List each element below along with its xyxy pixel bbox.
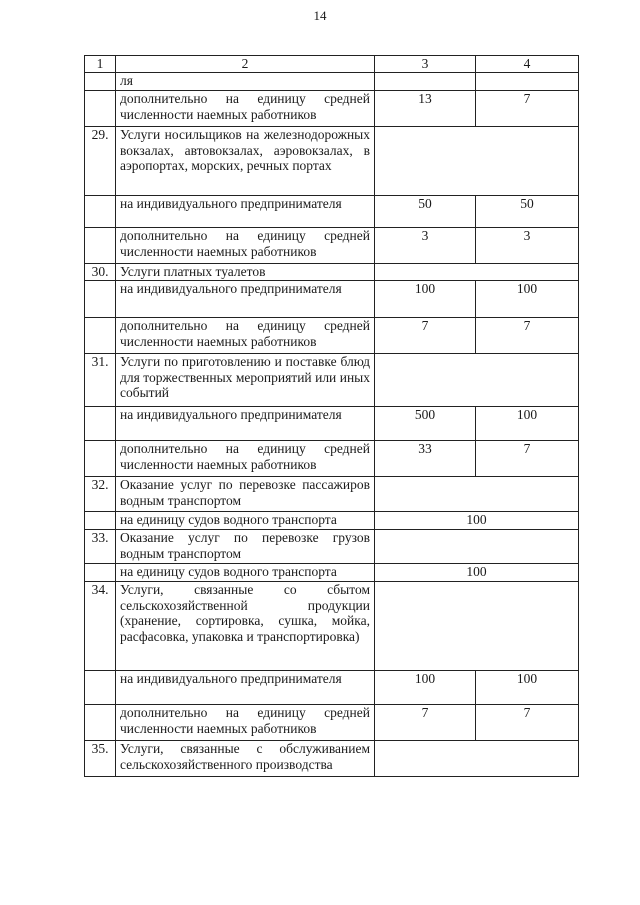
- value-col3: [375, 73, 476, 91]
- value-col3: 500: [375, 407, 476, 441]
- row-description: на индивидуального предпринимателя: [116, 196, 375, 228]
- item-number: [85, 512, 116, 530]
- header-cell: 4: [476, 56, 579, 73]
- value-col3: 100: [375, 671, 476, 705]
- service-title: Услуги носильщиков на железнодорожных вокзалах, автовокзалах, аэровокзалах, в аэропортах, морских, речных портах: [116, 127, 375, 196]
- table-row: [85, 73, 579, 91]
- value-col3: 3: [375, 228, 476, 264]
- table-row: [85, 91, 579, 127]
- value-col3: 7: [375, 705, 476, 741]
- table-row: [85, 705, 579, 741]
- row-description: дополнительно на единицу средней численности наемных работников: [116, 318, 375, 354]
- item-number: 30.: [85, 264, 116, 281]
- value-col4: 3: [476, 228, 579, 264]
- item-number: [85, 407, 116, 441]
- merged-value: 100: [375, 564, 579, 582]
- service-title: Услуги, связанные с обслуживанием сельскохозяйственного производства: [116, 741, 375, 777]
- item-number: [85, 73, 116, 91]
- value-col4: 100: [476, 671, 579, 705]
- value-col4: [476, 73, 579, 91]
- value-col4: 100: [476, 407, 579, 441]
- row-description: дополнительно на единицу средней численности наемных работников: [116, 441, 375, 477]
- value-col4: 7: [476, 441, 579, 477]
- table-row: [85, 264, 579, 281]
- empty-value-cell: [375, 477, 579, 512]
- table-row: [85, 671, 579, 705]
- header-cell: 1: [85, 56, 116, 73]
- table-row: [85, 512, 579, 530]
- item-number: [85, 671, 116, 705]
- table-row: [85, 318, 579, 354]
- table-row: [85, 564, 579, 582]
- item-number: [85, 91, 116, 127]
- row-description: дополнительно на единицу средней численности наемных работников: [116, 228, 375, 264]
- row-description: ля: [116, 73, 375, 91]
- row-description: на единицу судов водного транспорта: [116, 564, 375, 582]
- item-number: 35.: [85, 741, 116, 777]
- item-number: [85, 441, 116, 477]
- row-description: дополнительно на единицу средней численности наемных работников: [116, 91, 375, 127]
- merged-value: 100: [375, 512, 579, 530]
- table-row: [85, 407, 579, 441]
- empty-value-cell: [375, 127, 579, 196]
- item-number: [85, 196, 116, 228]
- item-number: 32.: [85, 477, 116, 512]
- value-col4: 50: [476, 196, 579, 228]
- table-row: [85, 477, 579, 512]
- value-col3: 50: [375, 196, 476, 228]
- item-number: 29.: [85, 127, 116, 196]
- table-row: [85, 281, 579, 318]
- item-number: [85, 705, 116, 741]
- value-col4: 7: [476, 91, 579, 127]
- item-number: 34.: [85, 582, 116, 671]
- services-table: [84, 55, 579, 777]
- empty-value-cell: [375, 582, 579, 671]
- table-row: [85, 582, 579, 671]
- row-description: на индивидуального предпринимателя: [116, 671, 375, 705]
- value-col4: 7: [476, 318, 579, 354]
- page-number: 14: [313, 8, 327, 23]
- service-title: Услуги по приготовлению и поставке блюд для торжественных мероприятий или иных событий: [116, 354, 375, 407]
- row-description: на индивидуального предпринимателя: [116, 281, 375, 318]
- table-row: [85, 127, 579, 196]
- item-number: 31.: [85, 354, 116, 407]
- value-col3: 7: [375, 318, 476, 354]
- table-row: [85, 354, 579, 407]
- value-col3: 33: [375, 441, 476, 477]
- item-number: [85, 281, 116, 318]
- value-col3: 100: [375, 281, 476, 318]
- service-title: Оказание услуг по перевозке пассажиров водным транспортом: [116, 477, 375, 512]
- table-row: [85, 530, 579, 564]
- item-number: [85, 318, 116, 354]
- service-title: Услуги, связанные со сбытом сельскохозяйственной продукции (хранение, сортировка, сушка, мойка, расфасовка, упаковка и транспортировка): [116, 582, 375, 671]
- table-row: [85, 441, 579, 477]
- header-cell: 3: [375, 56, 476, 73]
- row-description: дополнительно на единицу средней численности наемных работников: [116, 705, 375, 741]
- value-col4: 7: [476, 705, 579, 741]
- empty-value-cell: [375, 530, 579, 564]
- header-cell: 2: [116, 56, 375, 73]
- header-row: [85, 56, 579, 73]
- table-row: [85, 196, 579, 228]
- empty-value-cell: [375, 354, 579, 407]
- row-description: на единицу судов водного транспорта: [116, 512, 375, 530]
- row-description: на индивидуального предпринимателя: [116, 407, 375, 441]
- value-col4: 100: [476, 281, 579, 318]
- item-number: 33.: [85, 530, 116, 564]
- empty-value-cell: [375, 264, 579, 281]
- table-row: [85, 228, 579, 264]
- service-title: Оказание услуг по перевозке грузов водным транспортом: [116, 530, 375, 564]
- item-number: [85, 228, 116, 264]
- table-row: [85, 741, 579, 777]
- value-col3: 13: [375, 91, 476, 127]
- empty-value-cell: [375, 741, 579, 777]
- service-title: Услуги платных туалетов: [116, 264, 375, 281]
- item-number: [85, 564, 116, 582]
